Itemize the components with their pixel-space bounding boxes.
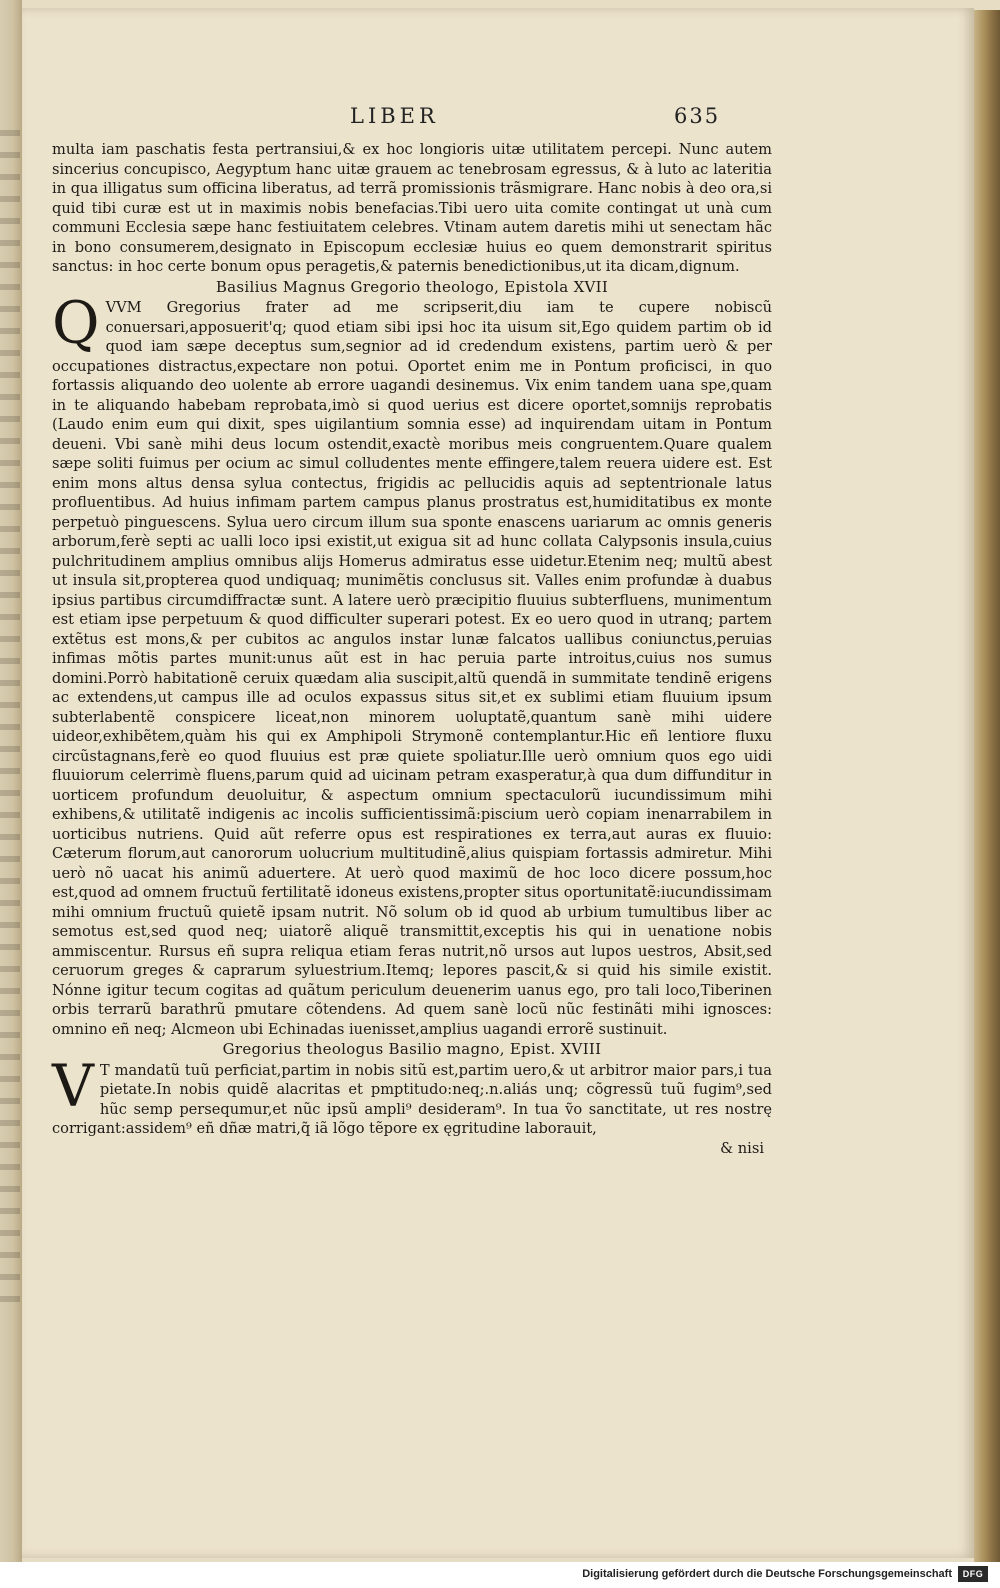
book-page [22, 8, 974, 1558]
dfg-logo: DFG [958, 1566, 988, 1582]
funding-credit: Digitalisierung gefördert durch die Deutsche Forschungsgemeinschaft [582, 1568, 952, 1580]
drop-capital-q: Q [52, 289, 100, 357]
epistle-18-heading: Gregorius theologus Basilio magno, Epist. XVIII [222, 1040, 602, 1058]
folio-number: 635 [674, 104, 721, 128]
epistle-16-ending: multa iam paschatis festa pertransiui,& ex hoc longioris uitæ utilitatem percepi. Nunc autem sincerius concupisco, Aegyptum hanc uitæ grauem ac tenebrosam egressus, & à luto ac lateritia in qua illigatus sum officina liberatus, ad terrã promissionis trãsmigrare. Hanc nobis à deo ora,si quid tibi curæ est ut in maximis nobis benefacias.Tibi uero uita comite contingat ut unà cum communi Ecclesia sæpe hanc festiuitatem celebres. Vtinam autem daretis mihi ut senectam hãc in bono consumerem,designato in Episcopum ecclesiæ huius eo quem demonstrarit spiritus sanctus: in hoc certe bonum opus peragetis,& paternis benedictionibus,ut ita dicam,dignum. [52, 141, 772, 275]
drop-capital-v: V [52, 1051, 94, 1120]
digitization-footer [0, 1562, 1000, 1588]
page-header [22, 104, 974, 134]
facing-page-edge-text [0, 130, 20, 1310]
epistle-18-body: T mandatũ tuũ perficiat,partim in nobis sitũ est,partim uero,& ut arbitror maior pars,i tua pietate.In nobis quidẽ alacritas et pmptitudo:neq;.n.aliás unq; cõgressũ tuũ fugim⁹,sed hũc semp persequmur,et nũc ipsũ ampli⁹ desideram⁹. In tua ṽo sanctitate, ut res nostrę corrigant:assidem⁹ eñ dñæ matri,q̃ iã lõgo tẽpore ex ęgritudine laborauit, [52, 1061, 772, 1137]
book-fore-edge [974, 10, 1000, 1562]
epistle-17-body: VVM Gregorius frater ad me scripserit,diu iam te cupere nobiscũ conuersari,apposuerit'q; quod etiam sibi ipsi hoc ita uisum sit,Ego quidem partim ob id quod iam sæpe deceptus sum,segnior ad id credendum existens, partim uerò & per occupationes distractus,expectare non potui. Oportet enim me in Pontum proficisci, in quo fortassis aliquando deo uolente ab errore uagandi desinemus. Vix enim tandem uana spe,quam in te aliquando habebam reprobata,imò si quod uerius est dicere oportet,somnijs reprobatis (Laudo enim eum qui dixit, spes uigilantium somnia esse) ad inquirendam uitam in Pontum deueni. Vbi sanè mihi deus locum ostendit,exactè moribus meis congruentem.Quare qualem sæpe soliti fuimus per ocium ac simul colludentes mente effingere,talem reuera uidere est. Est enim mons altus densa sylua contectus, frigidis ac pellucidis aquis ad septentrionale latus profluentibus. Ad huius infimam partem campus planus prostratus est,humiditatibus ex monte perpetuò pinguescens. Sylua uero circum illum sua sponte enascens uariarum ac omnis generis arborum,ferè septi ac ualli loco ipsi existit,ut exigua sit ad hunc collata Calypsonis insula,cuius pulchritudinem amplius omnibus alijs Homerus admiratus esse uidetur.Etenim neq; multũ abest ut insula sit,propterea quod undiquaq; munimẽtis conclusus sit. Valles enim profundæ à duabus ipsius partibus circumdiffractæ sunt. A latere uerò præcipitio fluuius subterfluens, munimentum est etiam ipse perpetuum & quod difficulter superari potest. Ex eo uero quod in utranq; partem extẽtus est mons,& per cubitos ac angulos instar lunæ falcatos uallibus coniunctus,peruias infimas mõtis partes munit:unus aũt est in hac peruia parte introitus,cuius nos sumus domini.Porrò habitationẽ ceruix quædam alia suscipit,altũ quendã in summitate tendinẽ erigens ac extendens,ut campus ille ad oculos expassus situs sit,et ex sublimi etiam fluuium ipsum subterlabentẽ conspicere liceat,non minorem uoluptatẽ,quantum sanè mihi uidere uideor,exhibẽtem,quàm his qui ex Amphipoli Strymonẽ contemplantur.Hic eñ lentiore fluxu circũstagnans,ferè eo quod fluuius est præ quiete spoliatur.Ille uerò omnium quos ego uidi fluuiorum celerrimè fluens,parum quid ad uicinam petram exasperatur,à qua dum diffunditur in uorticem profundum deuoluitur, & aspectum omnium spectaculorũ iucundissimum mihi exhibens,& utilitatẽ indigenis ac incolis sufficientissimã:piscium uerò copiam inenarrabilem in uorticibus nutriens. Quid aũt referre opus est respirationes ex terra,aut auras ex fluuio: Cæterum florum,aut canororum uolucrium multitudinẽ,alius quispiam fortassis admiretur. Mihi uerò nõ uacat his animũ aduertere. At uerò quod maximũ de hoc loco dicere possum,hoc est,quod ad omnem fructuũ fertilitatẽ idoneus existens,propter situs oportunitatẽ:iucundissimam mihi omnium fructuũ quietẽ ipsam nutrit. Nõ solum ob id quod ab urbium tumultibus liber ac semotus est,sed quod neq; uiatorẽ aliquẽ transmittit,exceptis his qui in uenatione nobis ammiscentur. Rursus eñ supra reliqua etiam feras nutrit,nõ ursos aut lupos uestros, Absit,sed ceruorum greges & caprarum syluestrium.Itemq; lepores pascit,& si quid his simile existit. Nónne igitur tecum cogitas ad quãtum periculum deuenerim uanus ego, pro tali loco,Tiberinen orbis terrarũ barathrũ pmutare cõtendens. Ad quem sanè locũ nũc festinãti mihi ignosces: omnino eñ neq; Alcmeon ubi Echinadas iuenisset,amplius uagandi errorẽ sustinuit. [52, 299, 772, 1038]
catchword: & nisi [720, 1139, 764, 1157]
epistle-17 [52, 289, 772, 1039]
epistle-18 [52, 1051, 772, 1139]
main-text-block [52, 140, 772, 1158]
running-head: LIBER [350, 104, 439, 128]
epistle-17-heading: Basilius Magnus Gregorio theologo, Epistola XVII [215, 277, 609, 296]
